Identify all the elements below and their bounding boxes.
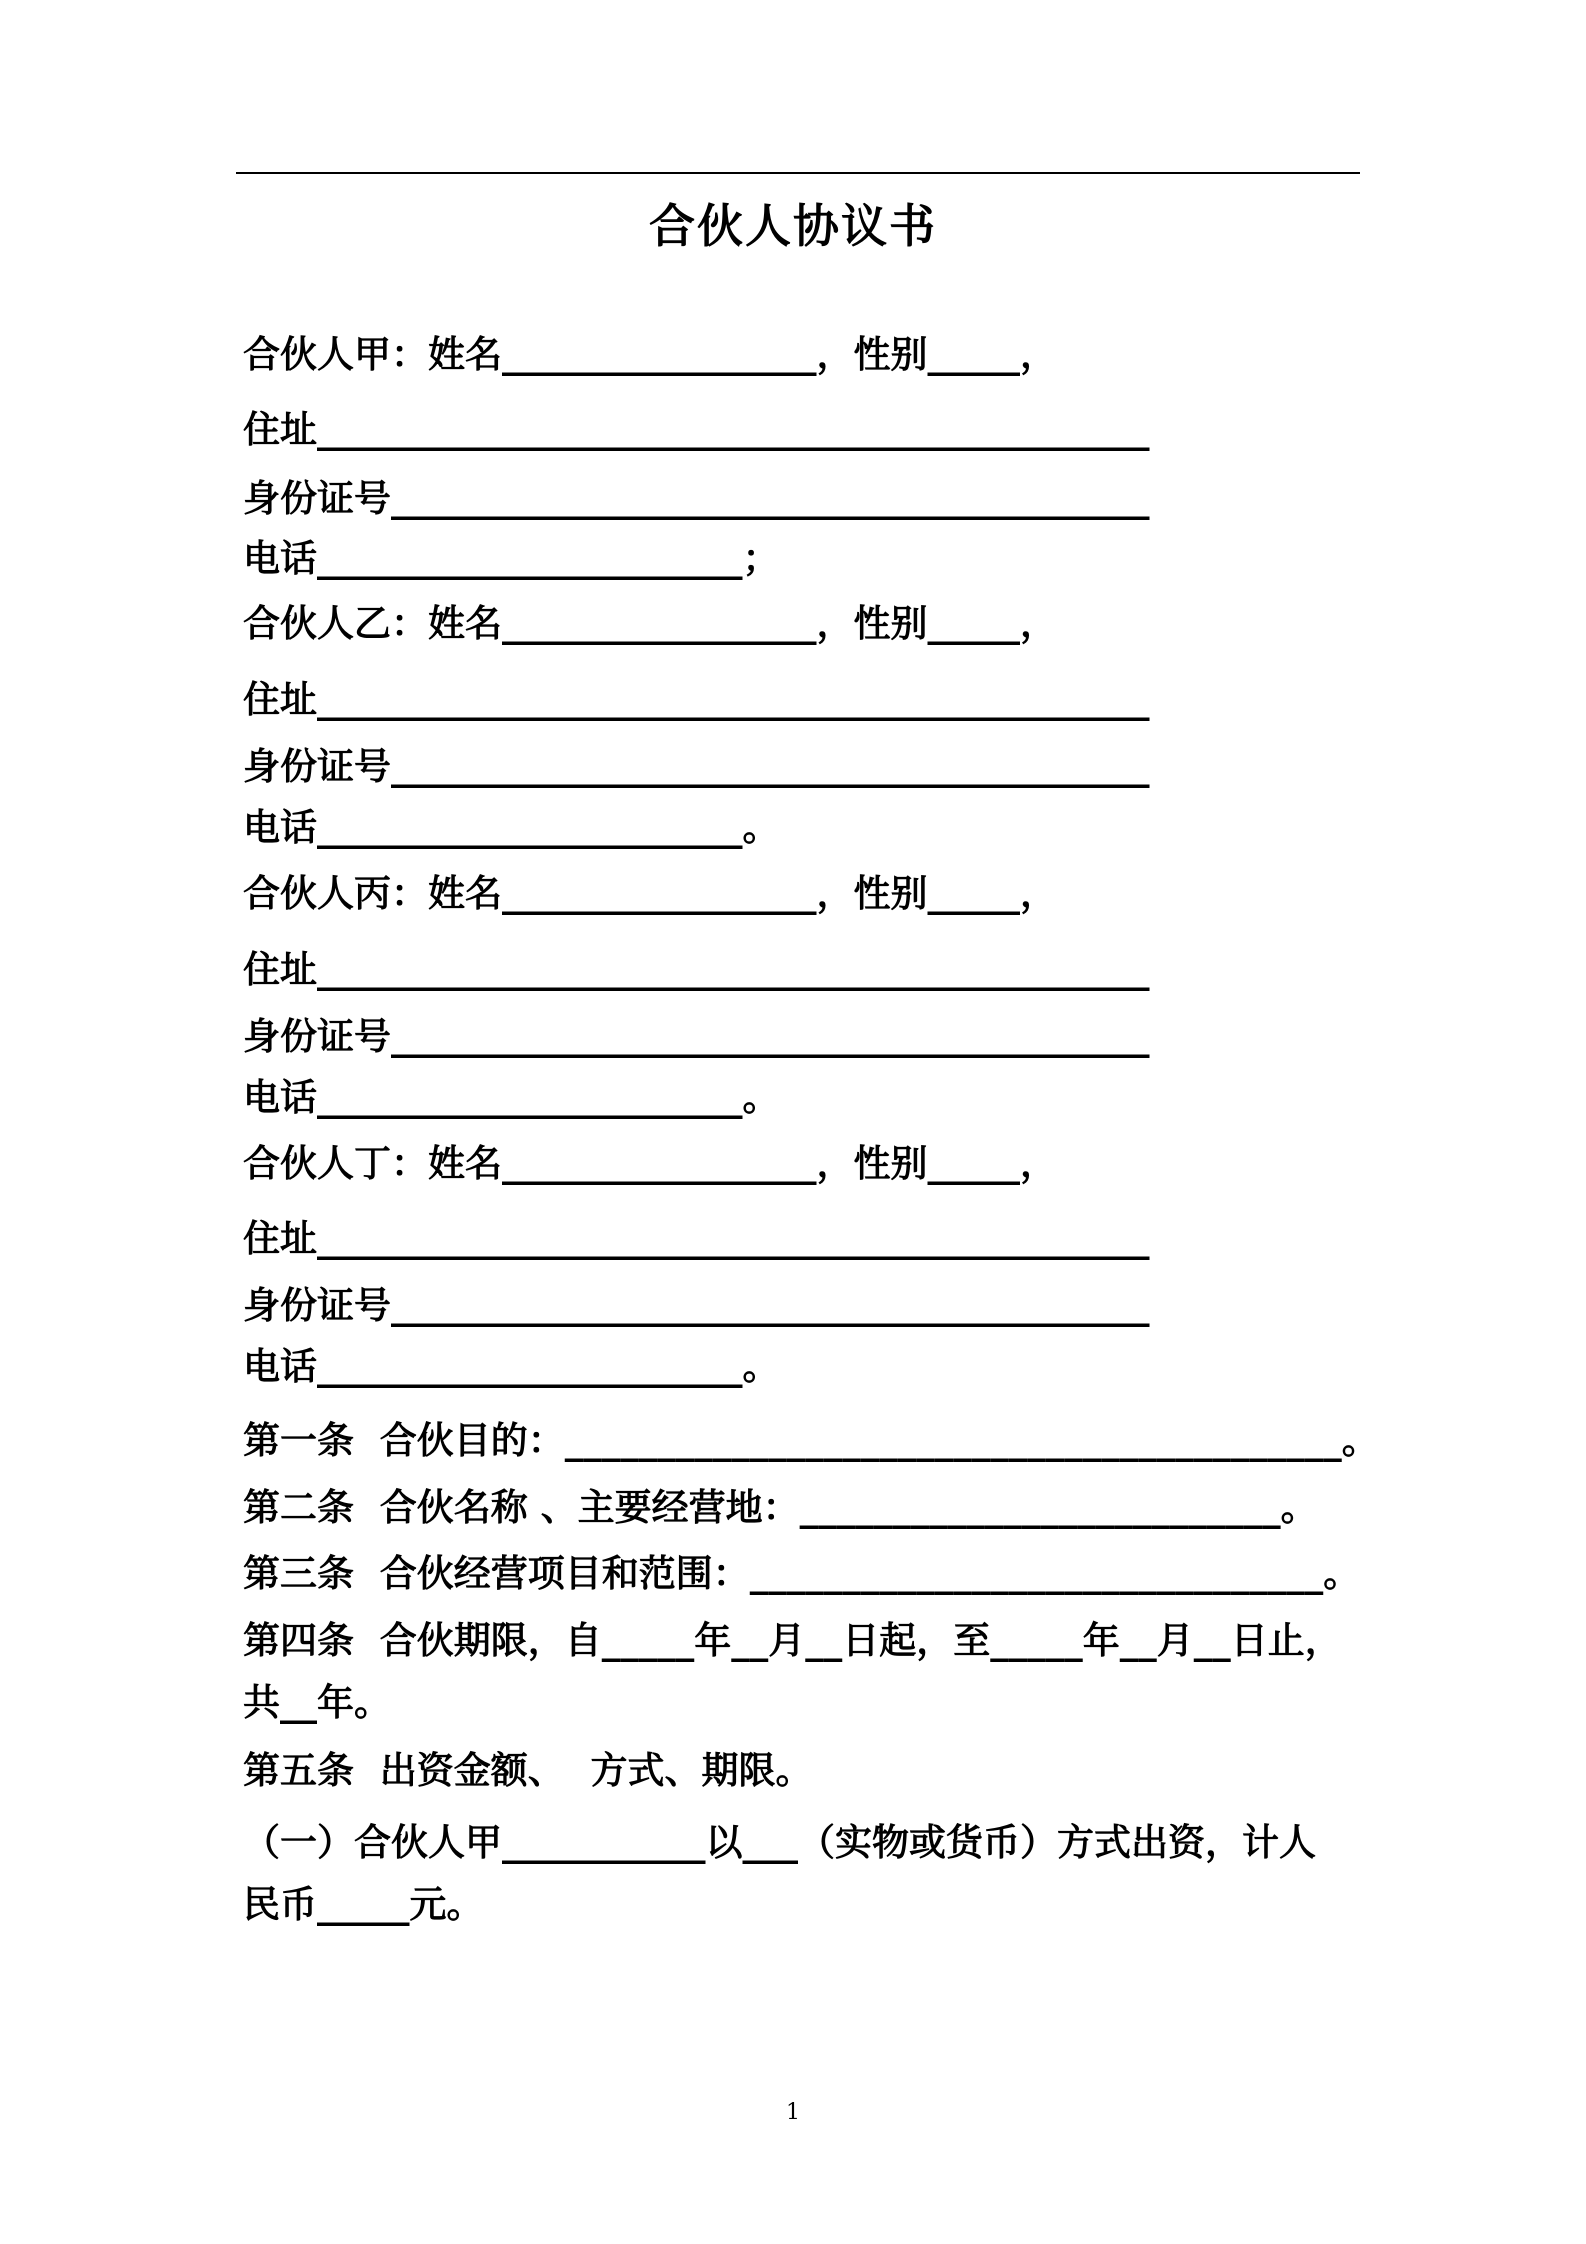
partner-a-name-gender: 合伙人甲：姓名_________________，性别_____，: [243, 333, 1057, 376]
article-5-item-1-continued: 民币_____元。: [243, 1883, 484, 1926]
partner-c-name-gender: 合伙人丙：姓名_________________，性别_____，: [243, 872, 1057, 915]
partner-d-id-number: 身份证号_________________________________________: [243, 1284, 1150, 1327]
partner-c-phone: 电话_______________________。: [243, 1076, 780, 1119]
article-5-item-1: （一）合伙人甲___________以___（实物或货币）方式出资，计人: [243, 1821, 1316, 1864]
article-1-purpose: 第一条 合伙目的：__________________________________________。: [243, 1419, 1379, 1462]
partner-d-phone: 电话_______________________。: [243, 1345, 780, 1388]
article-2-name-location: 第二条 合伙名称 、主要经营地：__________________________。: [243, 1486, 1318, 1529]
article-5-contribution: 第五条 出资金额、 方式、期限。: [243, 1749, 813, 1792]
partner-c-id-number: 身份证号_________________________________________: [243, 1015, 1150, 1058]
article-4-term: 第四条 合伙期限，自_____年__月__日起，至_____年__月__日止，: [243, 1619, 1342, 1662]
partner-a-phone: 电话_______________________；: [243, 537, 780, 580]
header-rule: [236, 172, 1360, 174]
article-4-term-continued: 共__年。: [243, 1681, 391, 1724]
partner-c-address: 住址_____________________________________________: [243, 948, 1150, 991]
partner-b-id-number: 身份证号_________________________________________: [243, 745, 1150, 788]
partner-a-address: 住址_____________________________________________: [243, 408, 1150, 451]
partner-d-name-gender: 合伙人丁：姓名_________________，性别_____，: [243, 1142, 1057, 1185]
partner-b-name-gender: 合伙人乙：姓名_________________，性别_____，: [243, 602, 1057, 645]
partner-a-id-number: 身份证号_________________________________________: [243, 477, 1150, 520]
partner-b-address: 住址_____________________________________________: [243, 678, 1150, 721]
page-number: 1: [786, 2100, 800, 2125]
partner-b-phone: 电话_______________________。: [243, 806, 780, 849]
article-3-business-scope: 第三条 合伙经营项目和范围：_______________________________。: [243, 1552, 1361, 1595]
partner-d-address: 住址_____________________________________________: [243, 1217, 1150, 1260]
document-title: 合伙人协议书: [649, 199, 937, 253]
